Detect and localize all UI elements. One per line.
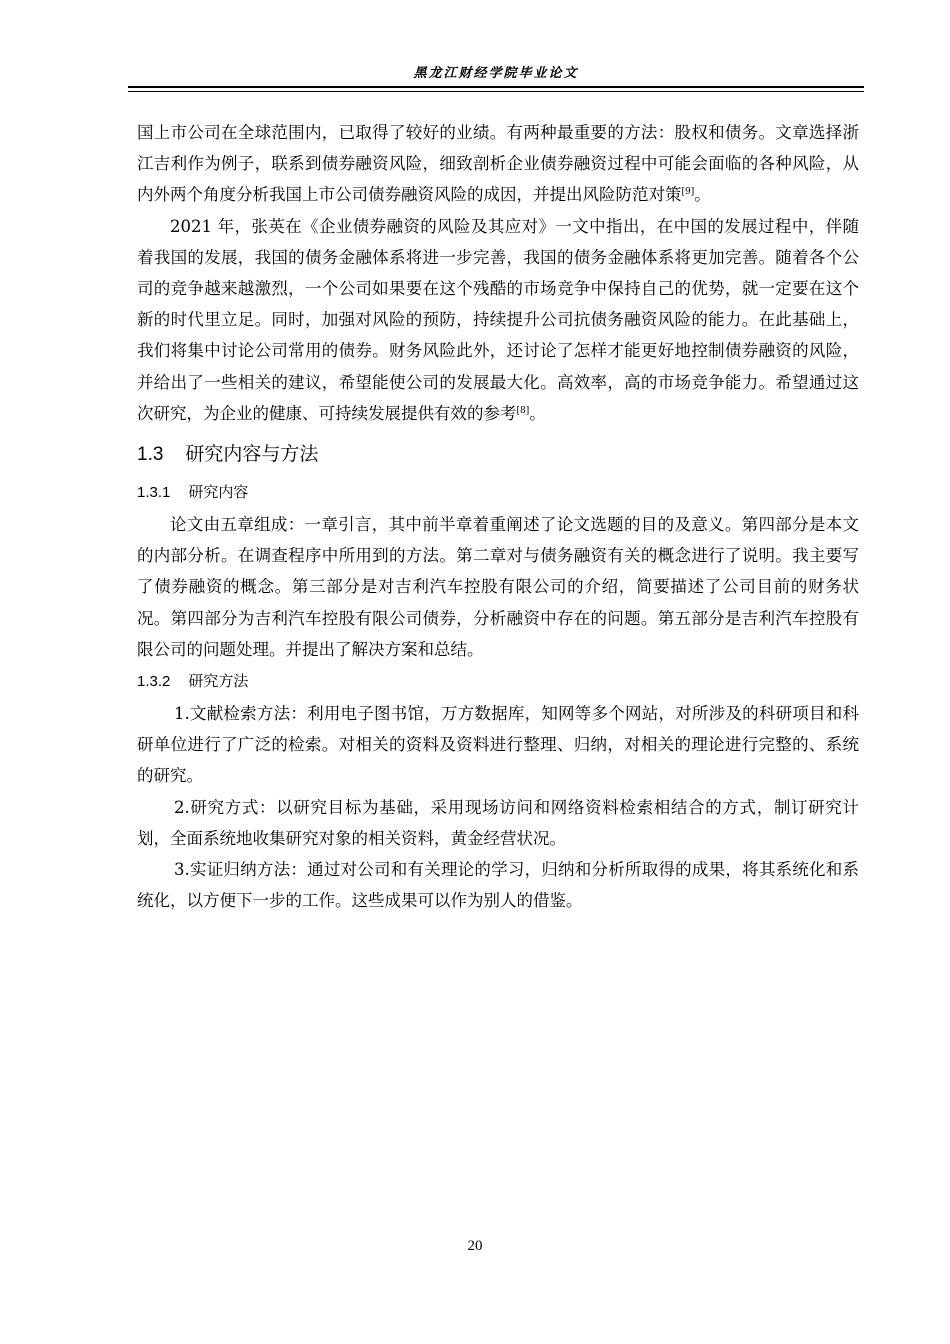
citation-ref: [9] <box>681 187 695 198</box>
page-number: 20 <box>467 1238 483 1254</box>
section-title: 研究内容与方法 <box>185 443 319 466</box>
method-item-3: 3.实证归纳方法：通过对公司和有关理论的学习，归纳和分析所取得的成果，将其系统化和系统化，以方便下一步的工作。这些成果可以作为别人的借鉴。 <box>137 860 859 911</box>
subsection-title: 研究方法 <box>188 672 249 691</box>
method-item-2: 2.研究方式：以研究目标为基础，采用现场访问和网络资料检索相结合的方式，制订研究计划，全面系统地收集研究对象的相关资料，黄金经营状况。 <box>137 797 859 848</box>
paragraph-zhangying <box>137 211 859 429</box>
paragraph-text: 国上市公司在全球范围内，已取得了较好的业绩。有两种最重要的方法：股权和债务。文章选择浙江吉利作为例子，联系到债券融资风险，细致剖析企业债券融资过程中可能会面临的各种风险，从内外两个角度分析我国上市公司债券融资风险的成因，并提出风险防范对策 <box>137 123 859 205</box>
paragraph-end: 。 <box>694 185 711 205</box>
section-heading <box>137 437 859 472</box>
subsection-number: 1.3.2 <box>137 673 171 691</box>
page-header-title: 黑龙江财经学院毕业论文 <box>413 66 579 81</box>
subsection-heading-methods <box>137 665 859 698</box>
header-thin-rule <box>128 91 864 92</box>
document-body <box>137 117 859 916</box>
header-thick-rule <box>128 86 864 88</box>
subsection-heading-content <box>137 476 859 509</box>
method-item-1: 1.文献检索方法：利用电子图书馆，万方数据库，知网等多个网站，对所涉及的科研项目和科研单位进行了广泛的检索。对相关的资料及资料进行整理、归纳，对相关的理论进行完整的、系统的研究。 <box>137 704 859 786</box>
subsection-number: 1.3.1 <box>137 484 171 502</box>
subsection-title: 研究内容 <box>188 483 249 502</box>
paragraph-text: 2021 年，张英在《企业债券融资的风险及其应对》一文中指出，在中国的发展过程中，伴随着我国的发展，我国的债务金融体系将进一步完善，我国的债务金融体系将更加完善。随着各个公司的竞争越来越激烈，一个公司如果要在这个残酷的市场竞争中保持自己的优势，就一定要在这个新的时代里立足。同时，加强对风险的预防，持续提升公司抗债务融资风险的能力。在此基础上，我们将集中讨论公司常用的债券。财务风险此外，还讨论了怎样才能更好地控制债券融资的风险，并给出了一些相关的建议，希望能使公司的发展最大化。高效率，高的市场竞争能力。希望通过这次研究，为企业的健康、可持续发展提供有效的参考 <box>137 216 859 423</box>
paragraph-continued <box>137 117 859 211</box>
section-number: 1.3 <box>137 444 164 466</box>
citation-ref: [8] <box>516 405 530 416</box>
paragraph-research-content: 论文由五章组成：一章引言，其中前半章着重阐述了论文选题的目的及意义。第四部分是本文的内部分析。在调查程序中所用到的方法。第二章对与债务融资有关的概念进行了说明。我主要写了债券融资的概念。第三部分是对吉利汽车控股有限公司的介绍，简要描述了公司目前的财务状况。第四部分为吉利汽车控股有限公司债券，分析融资中存在的问题。第五部分是吉利汽车控股有限公司的问题处理。并提出了解决方案和总结。 <box>137 515 859 659</box>
paragraph-end: 。 <box>529 403 546 423</box>
